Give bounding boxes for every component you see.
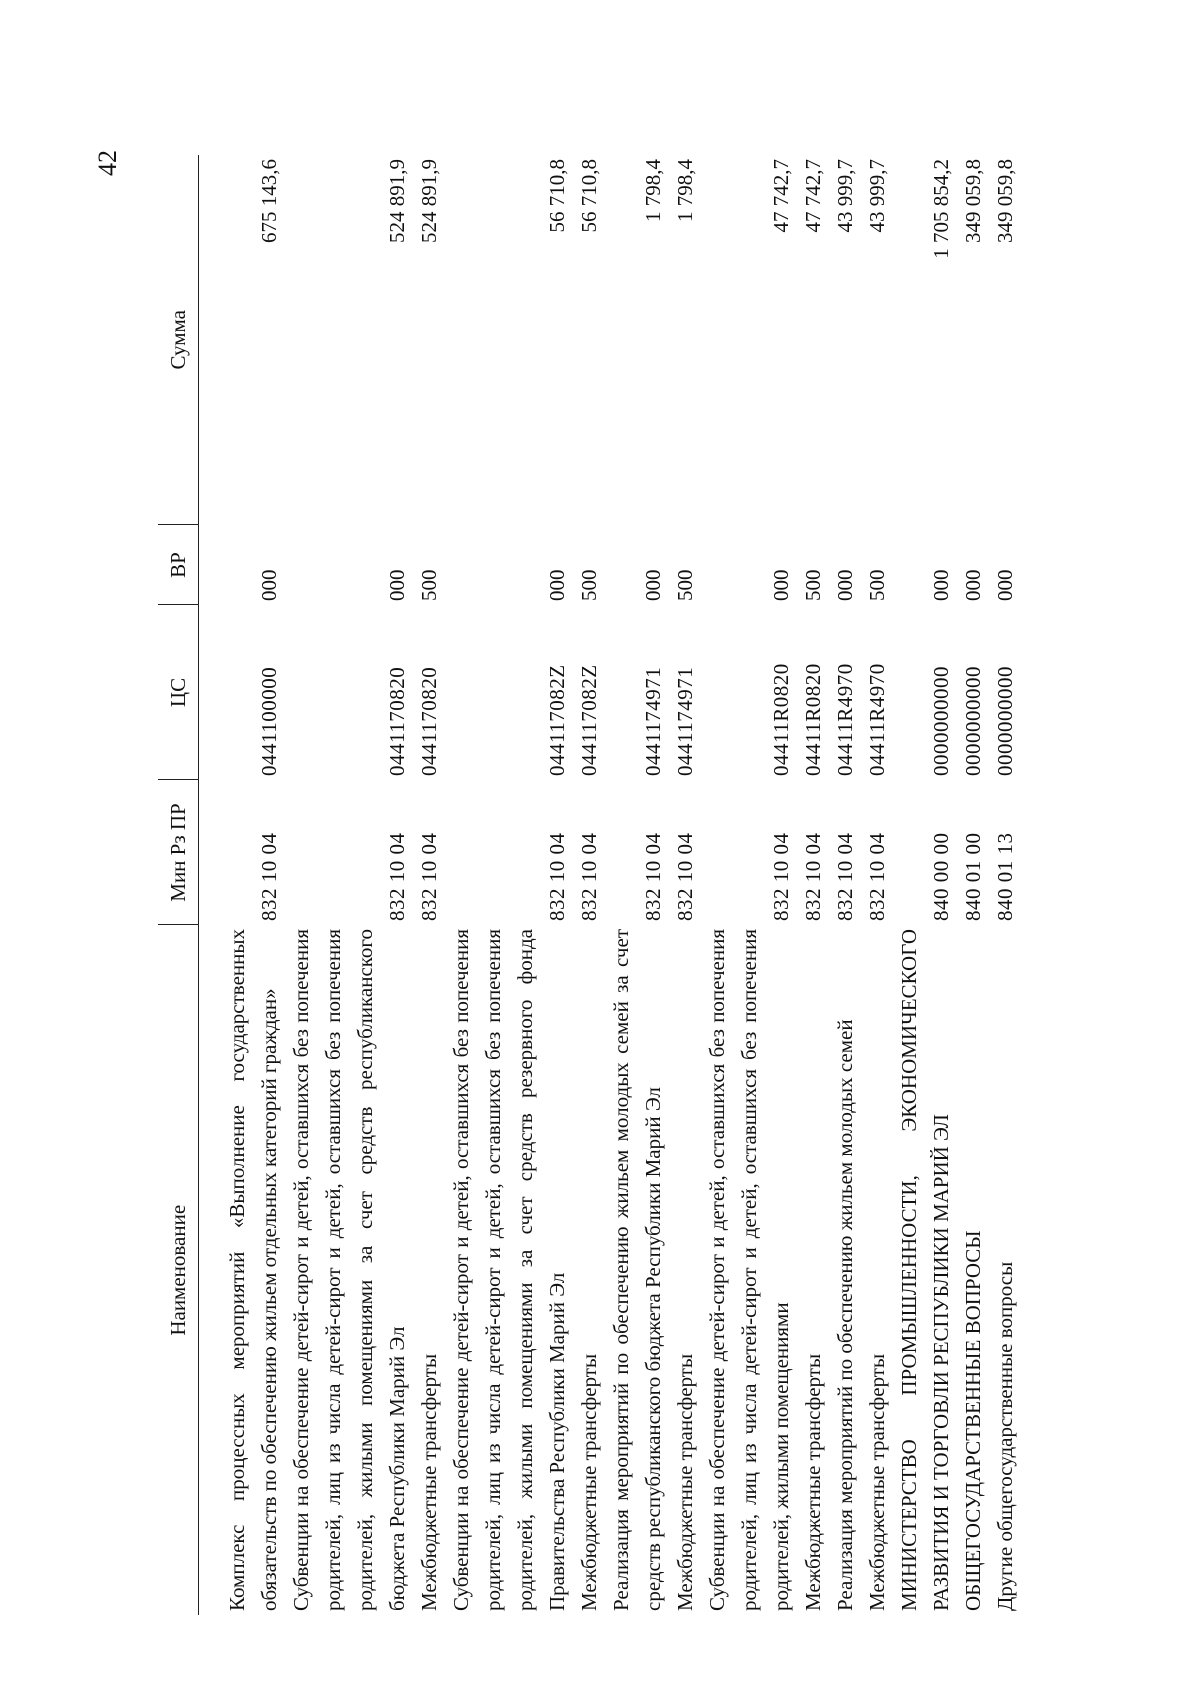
row-cs: 0000000000 — [961, 666, 985, 776]
header-min-rz-pr: Мин Рз ПР — [158, 780, 199, 925]
row-cs: 04411R0820 — [769, 663, 793, 776]
row-name: Межбюджетные трансферты — [577, 1353, 601, 1611]
row-sum: 47 742,7 — [769, 159, 793, 233]
row-name: Реализация мероприятий по обеспечению жильем молодых семей — [833, 1019, 857, 1611]
row-name: Другие общегосударственные вопросы — [993, 1261, 1017, 1611]
table-row — [285, 155, 413, 1615]
row-name: Межбюджетные трансферты — [865, 1353, 889, 1611]
row-cs: 04411R0820 — [801, 663, 825, 776]
row-sum: 524 891,9 — [417, 159, 441, 243]
row-codes: 832 10 04 — [385, 832, 409, 921]
row-name: Межбюджетные трансферты — [801, 1353, 825, 1611]
row-codes: 832 10 04 — [865, 832, 889, 921]
table-row — [829, 155, 861, 1615]
table-header-row — [158, 155, 199, 1615]
table-row — [701, 155, 797, 1615]
row-sum: 524 891,9 — [385, 159, 409, 243]
row-codes: 832 10 04 — [545, 832, 569, 921]
table-row — [605, 155, 669, 1615]
spacer-row — [199, 155, 222, 1615]
row-codes: 832 10 04 — [769, 832, 793, 921]
row-name: ОБЩЕГОСУДАРСТВЕННЫЕ ВОПРОСЫ — [961, 1230, 985, 1611]
row-name: МИНИСТЕРСТВО ПРОМЫШЛЕННОСТИ, ЭКОНОМИЧЕСКОГО РАЗВИТИЯ И ТОРГОВЛИ РЕСПУБЛИКИ МАРИЙ ЭЛ — [897, 929, 953, 1611]
header-sum: Сумма — [158, 155, 199, 525]
row-cs: 0441174971 — [641, 666, 665, 776]
table-row — [861, 155, 893, 1615]
row-codes: 832 10 04 — [833, 832, 857, 921]
row-codes: 840 00 00 — [929, 832, 953, 921]
row-vr: 000 — [257, 569, 281, 601]
page-number: 42 — [93, 150, 122, 176]
row-codes: 832 10 04 — [641, 832, 665, 921]
row-codes: 840 01 00 — [961, 832, 985, 921]
row-vr: 500 — [673, 569, 697, 601]
row-vr: 000 — [385, 569, 409, 601]
table-row — [445, 155, 573, 1615]
row-vr: 000 — [993, 569, 1017, 601]
budget-table-page — [158, 155, 1017, 1615]
header-cs: ЦС — [158, 605, 199, 780]
row-vr: 000 — [545, 569, 569, 601]
header-vr: ВР — [158, 525, 199, 605]
row-cs: 044117082Z — [577, 664, 601, 776]
row-sum: 56 710,8 — [577, 159, 601, 233]
table-row — [957, 155, 989, 1615]
row-vr: 000 — [769, 569, 793, 601]
row-vr: 500 — [801, 569, 825, 601]
row-name: Реализация мероприятий по обеспечению жильем молодых семей за счет средств республиканского бюджета Республики Марий Эл — [609, 929, 665, 1611]
row-sum: 43 999,7 — [833, 159, 857, 233]
row-name: Субвенции на обеспечение детей-сирот и детей, оставшихся без попечения родителей, лиц из числа детей-сирот и детей, оставшихся без попечения родителей, жилыми помещениями за счет средств республиканского бюджета Республики Марий Эл — [289, 929, 409, 1611]
row-cs: 0441170820 — [385, 666, 409, 776]
row-cs: 0441170820 — [417, 666, 441, 776]
row-sum: 349 059,8 — [961, 159, 985, 243]
budget-table — [158, 155, 1021, 1615]
row-codes: 832 10 04 — [257, 832, 281, 921]
row-cs: 04411R4970 — [865, 663, 889, 776]
table-row — [669, 155, 701, 1615]
row-vr: 500 — [417, 569, 441, 601]
row-codes: 832 10 04 — [577, 832, 601, 921]
row-cs: 0000000000 — [993, 666, 1017, 776]
row-codes: 840 01 13 — [993, 832, 1017, 921]
header-name: Наименование — [158, 925, 199, 1615]
row-sum: 1 705 854,2 — [929, 159, 953, 259]
row-vr: 000 — [641, 569, 665, 601]
table-row — [573, 155, 605, 1615]
row-name: Субвенции на обеспечение детей-сирот и детей, оставшихся без попечения родителей, лиц из числа детей-сирот и детей, оставшихся без попечения родителей, жилыми помещениями за счет средств резервного фонда Правительства Республики Марий Эл — [449, 929, 569, 1611]
row-sum: 1 798,4 — [641, 159, 665, 222]
row-codes: 832 10 04 — [673, 832, 697, 921]
row-name: Межбюджетные трансферты — [417, 1353, 441, 1611]
row-cs: 0441174971 — [673, 666, 697, 776]
row-vr: 500 — [865, 569, 889, 601]
table-row — [797, 155, 829, 1615]
row-vr: 500 — [577, 569, 601, 601]
table-row — [989, 155, 1021, 1615]
row-name: Межбюджетные трансферты — [673, 1353, 697, 1611]
row-cs: 0000000000 — [929, 666, 953, 776]
row-sum: 675 143,6 — [257, 159, 281, 243]
row-sum: 47 742,7 — [801, 159, 825, 233]
table-row — [221, 155, 285, 1615]
row-name: Комплекс процессных мероприятий «Выполнение государственных обязательств по обеспечению жильем отдельных категорий граждан» — [225, 929, 281, 1611]
row-sum: 43 999,7 — [865, 159, 889, 233]
row-sum: 349 059,8 — [993, 159, 1017, 243]
row-sum: 56 710,8 — [545, 159, 569, 233]
row-cs: 0441100000 — [257, 666, 281, 776]
row-sum: 1 798,4 — [673, 159, 697, 222]
row-cs: 044117082Z — [545, 664, 569, 776]
row-vr: 000 — [961, 569, 985, 601]
row-codes: 832 10 04 — [801, 832, 825, 921]
table-row — [413, 155, 445, 1615]
table-row — [893, 155, 957, 1615]
row-name: Субвенции на обеспечение детей-сирот и детей, оставшихся без попечения родителей, лиц из числа детей-сирот и детей, оставшихся без попечения родителей, жилыми помещениями — [705, 929, 793, 1611]
row-vr: 000 — [929, 569, 953, 601]
row-codes: 832 10 04 — [417, 832, 441, 921]
row-vr: 000 — [833, 569, 857, 601]
row-cs: 04411R4970 — [833, 663, 857, 776]
